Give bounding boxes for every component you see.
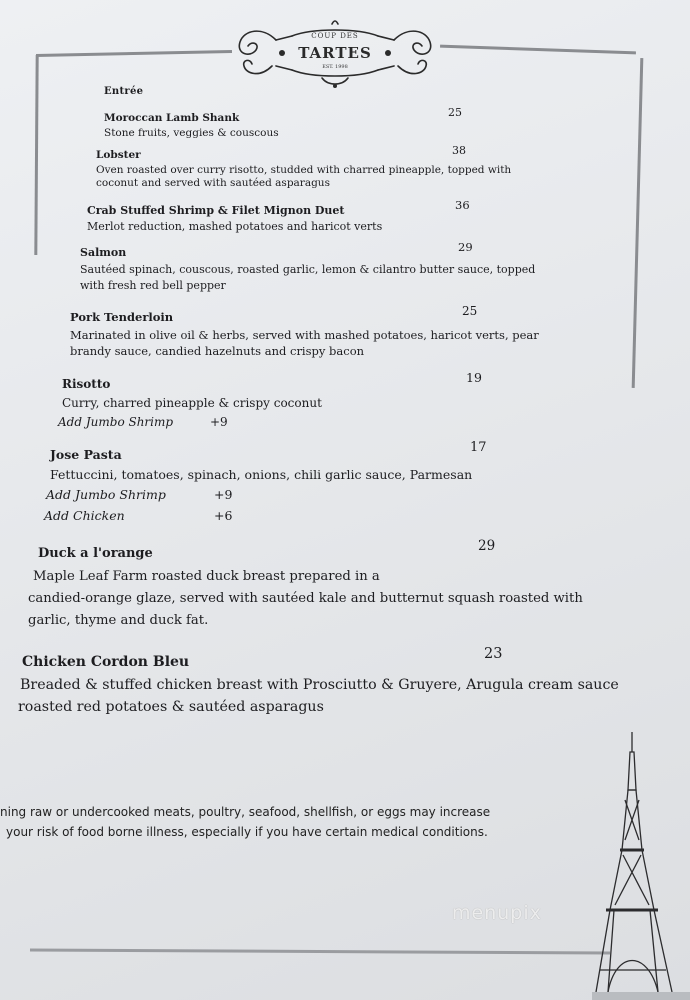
addon-price: +6 bbox=[214, 508, 233, 523]
frame-border bbox=[632, 58, 644, 388]
notice-line: your risk of food borne illness, especially if you have certain medical conditions. bbox=[6, 825, 488, 839]
item-name: Pork Tenderloin bbox=[70, 310, 174, 324]
addon-price: +9 bbox=[210, 415, 228, 429]
menu-item bbox=[18, 646, 619, 718]
menu-item bbox=[96, 144, 512, 191]
item-price: 19 bbox=[466, 370, 482, 385]
item-name: Jose Pasta bbox=[50, 447, 122, 462]
frame-border bbox=[36, 50, 232, 57]
frame-border bbox=[34, 55, 38, 255]
item-description: Sautéed spinach, couscous, roasted garlic, lemon & cilantro butter sauce, topped bbox=[80, 263, 536, 276]
item-price: 29 bbox=[478, 538, 496, 554]
item-name: Duck a l'orange bbox=[38, 546, 153, 561]
item-price: 25 bbox=[448, 106, 462, 119]
item-description: with fresh red bell pepper bbox=[80, 279, 226, 292]
logo-subtitle: COUP DES bbox=[311, 32, 359, 40]
item-price: 25 bbox=[462, 304, 478, 318]
item-price: 38 bbox=[452, 144, 466, 157]
notice-line: ning raw or undercooked meats, poultry, seafood, shellfish, or eggs may increase bbox=[0, 805, 491, 819]
logo-name: TARTES bbox=[298, 44, 372, 62]
item-name: Lobster bbox=[96, 149, 141, 161]
menu-item bbox=[70, 304, 539, 360]
item-description: Curry, charred pineapple & crispy coconut bbox=[62, 396, 322, 410]
item-description: Oven roasted over curry risotto, studded with charred pineapple, topped with bbox=[96, 163, 512, 176]
menu-item bbox=[104, 106, 462, 140]
menu-item bbox=[87, 198, 470, 234]
item-name: Moroccan Lamb Shank bbox=[104, 112, 240, 124]
item-description: coconut and served with sautéed asparagus bbox=[96, 177, 330, 189]
item-description: Maple Leaf Farm roasted duck breast prepared in a bbox=[33, 569, 380, 584]
item-description: Marinated in olive oil & herbs, served with mashed potatoes, haricot verts, pear bbox=[70, 327, 539, 342]
item-price: 17 bbox=[470, 440, 487, 455]
item-price: 23 bbox=[484, 646, 503, 662]
addon-label: Add Jumbo Shrimp bbox=[46, 487, 166, 502]
menu-item bbox=[58, 370, 482, 432]
item-addon bbox=[58, 412, 322, 432]
section-title: Entrée bbox=[104, 86, 144, 97]
menu-item bbox=[80, 240, 536, 294]
item-description: candied-orange glaze, served with sautéed kale and butternut squash roasted with bbox=[28, 591, 583, 606]
item-description: Stone fruits, veggies & couscous bbox=[104, 127, 279, 139]
addon-label: Add Chicken bbox=[44, 508, 125, 523]
addon-label: Add Jumbo Shrimp bbox=[58, 415, 174, 429]
logo-established: EST. 1998 bbox=[322, 64, 348, 70]
eiffel-tower-icon bbox=[592, 730, 690, 1000]
addon-price: +9 bbox=[214, 487, 233, 502]
menu-item bbox=[44, 440, 487, 526]
watermark: menupix bbox=[452, 902, 542, 924]
item-name: Crab Stuffed Shrimp & Filet Mignon Duet bbox=[87, 204, 345, 217]
restaurant-logo bbox=[232, 20, 438, 92]
item-addon bbox=[46, 484, 472, 505]
item-name: Salmon bbox=[80, 246, 127, 259]
frame-border bbox=[30, 948, 610, 954]
item-description: garlic, thyme and duck fat. bbox=[28, 613, 209, 628]
item-description: Breaded & stuffed chicken breast with Prosciutto & Gruyere, Arugula cream sauce bbox=[20, 677, 619, 693]
item-price: 36 bbox=[455, 198, 470, 212]
item-name: Chicken Cordon Bleu bbox=[22, 654, 190, 670]
item-price: 29 bbox=[458, 240, 473, 254]
menu-item bbox=[28, 538, 583, 632]
item-name: Risotto bbox=[62, 377, 111, 391]
item-addon bbox=[44, 505, 472, 526]
frame-border bbox=[440, 45, 636, 55]
item-description: Fettuccini, tomatoes, spinach, onions, chili garlic sauce, Parmesan bbox=[50, 467, 473, 482]
item-description: brandy sauce, candied hazelnuts and crispy bacon bbox=[70, 344, 365, 358]
item-description: roasted red potatoes & sautéed asparagus bbox=[18, 699, 324, 715]
item-description: Merlot reduction, mashed potatoes and haricot verts bbox=[87, 220, 383, 233]
